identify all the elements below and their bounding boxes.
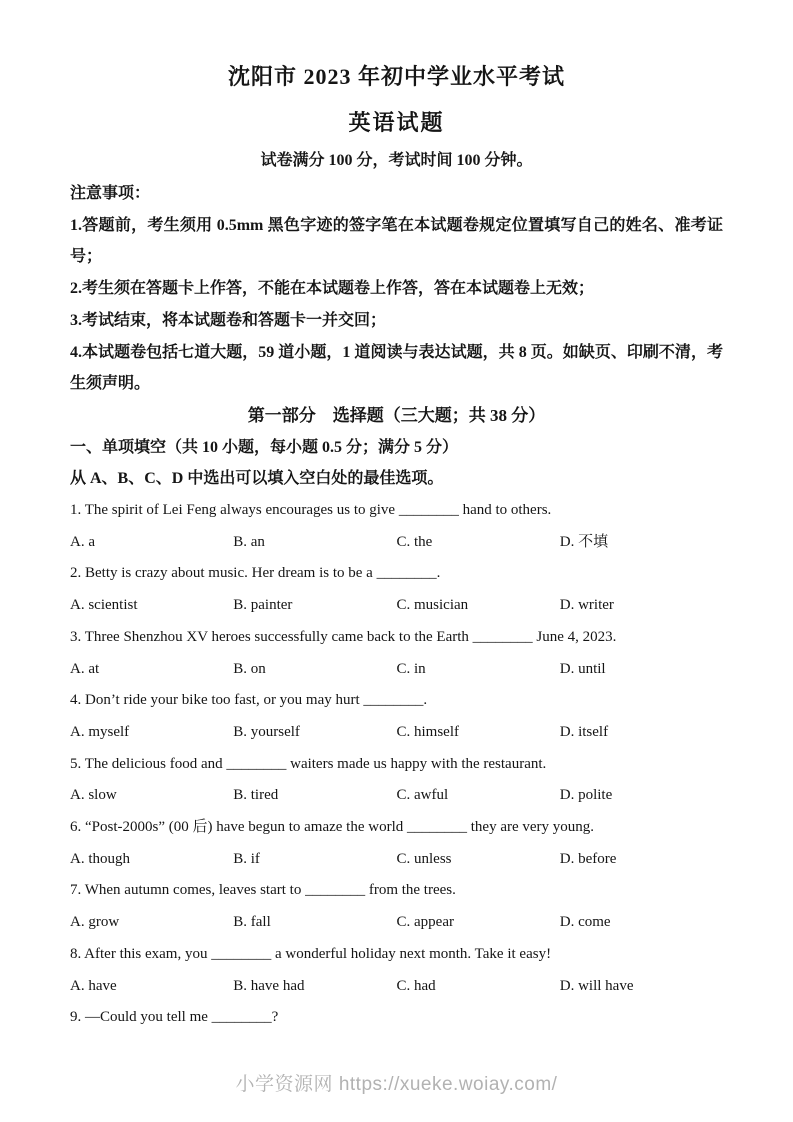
question-stem: 8. After this exam, you ________ a wonderful holiday next month. Take it easy!	[70, 945, 552, 962]
option-d: D. itself	[559, 723, 609, 740]
option-b: B. yourself	[233, 723, 300, 740]
option-a: A. myself	[70, 723, 130, 740]
exam-info-line: 试卷满分 100 分，考试时间 100 分钟。	[260, 152, 533, 169]
notices-list	[70, 210, 723, 400]
question-6	[70, 812, 723, 875]
notice-item-4: 4.本试题卷包括七道大题，59 道小题，1 道阅读与表达试题，共 8 页。如缺页、印刷不清，考生须声明。	[70, 343, 723, 393]
option-d: D. 不填	[559, 533, 609, 550]
option-b: B. on	[233, 660, 266, 677]
notice-item-2: 2.考生须在答题卡上作答，不能在本试题卷上作答，答在本试题卷上无效；	[70, 280, 595, 298]
option-a: A. a	[70, 533, 95, 550]
option-d: D. until	[559, 660, 606, 677]
option-b: B. if	[233, 850, 260, 867]
option-b: B. an	[233, 533, 265, 550]
question-options	[70, 844, 723, 876]
question-9	[70, 1002, 723, 1034]
question-stem: 6. “Post-2000s” (00 后) have begun to amaze the world ________ they are very young.	[70, 819, 595, 836]
question-stem: 1. The spirit of Lei Feng always encourages us to give ________ hand to others.	[70, 502, 552, 519]
question-stem: 2. Betty is crazy about music. Her dream is to be a ________.	[70, 565, 441, 582]
notice-item-1: 1.答题前，考生须用 0.5mm 黑色字迹的签字笔在本试题卷规定位置填写自己的姓名、准考证号；	[70, 216, 723, 266]
option-a: A. scientist	[70, 597, 138, 614]
notices-heading: 注意事项：	[70, 185, 151, 202]
option-c: C. musician	[396, 597, 469, 614]
option-d: D. polite	[559, 787, 613, 804]
option-b: B. fall	[233, 914, 271, 931]
part-one-heading: 一、单项填空（共 10 小题，每小题 0.5 分；满分 5 分）	[70, 438, 459, 456]
question-options	[70, 654, 723, 686]
option-d: D. before	[559, 850, 617, 867]
question-8	[70, 939, 723, 1002]
option-c: C. had	[396, 977, 436, 994]
option-c: C. appear	[396, 914, 454, 931]
part-one-instruction: 从 A、B、C、D 中选出可以填入空白处的最佳选项。	[70, 470, 444, 488]
question-4	[70, 685, 723, 748]
question-options	[70, 590, 723, 622]
exam-title: 沈阳市 2023 年初中学业水平考试	[227, 64, 565, 89]
option-c: C. the	[396, 533, 433, 550]
option-c: C. in	[396, 660, 426, 677]
option-d: D. will have	[559, 977, 634, 994]
option-b: B. have had	[233, 977, 305, 994]
option-c: C. awful	[396, 787, 449, 804]
option-c: C. unless	[396, 850, 452, 867]
option-c: C. himself	[396, 723, 459, 740]
option-b: B. tired	[233, 787, 279, 804]
question-1	[70, 495, 723, 558]
watermark-site-link: 小学资源网 https://xueke.woiay.com/	[235, 1074, 558, 1095]
question-stem: 3. Three Shenzhou XV heroes successfully came back to the Earth ________ June 4, 2023.	[70, 628, 617, 645]
option-a: A. though	[70, 850, 130, 867]
question-options	[70, 780, 723, 812]
question-options	[70, 971, 723, 1003]
option-d: D. come	[559, 914, 611, 931]
option-b: B. painter	[233, 597, 293, 614]
option-a: A. have	[70, 977, 117, 994]
question-stem: 7. When autumn comes, leaves start to ________ from the trees.	[70, 882, 456, 899]
option-a: A. grow	[70, 914, 120, 931]
question-stem: 5. The delicious food and ________ waiters made us happy with the restaurant.	[70, 755, 547, 772]
notice-item-3: 3.考试结束，将本试题卷和答题卡一并交回；	[70, 311, 387, 329]
option-a: A. slow	[70, 787, 117, 804]
option-d: D. writer	[559, 597, 614, 614]
section-one-heading: 第一部分 选择题（三大题；共 38 分）	[247, 405, 546, 425]
question-options	[70, 527, 723, 559]
question-stem: 9. —Could you tell me ________?	[70, 1009, 279, 1026]
question-2	[70, 558, 723, 621]
option-a: A. at	[70, 660, 100, 677]
question-3	[70, 622, 723, 685]
question-7	[70, 875, 723, 938]
exam-subtitle: 英语试题	[348, 110, 445, 135]
question-5	[70, 749, 723, 812]
question-stem: 4. Don’t ride your bike too fast, or you may hurt ________.	[70, 692, 428, 709]
question-options	[70, 717, 723, 749]
question-options	[70, 907, 723, 939]
